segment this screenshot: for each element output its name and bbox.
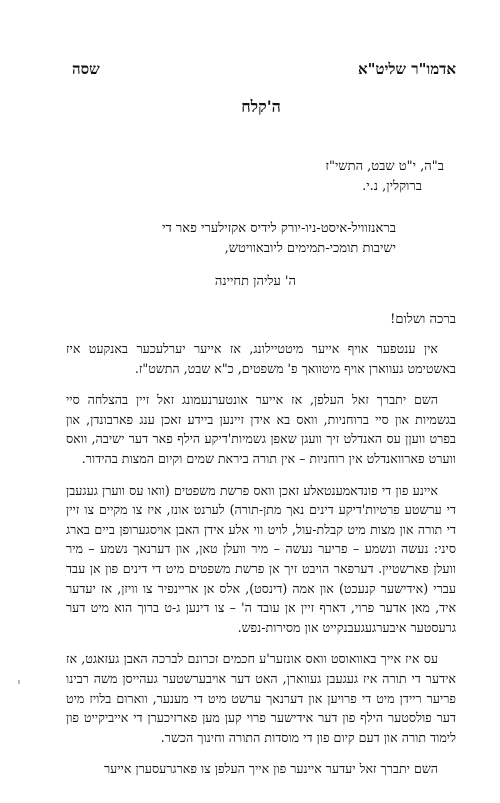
- addressee-line-2: ישיבות תומכי-תמימים ליובאוויטש,: [224, 241, 396, 256]
- addressee-block: [66, 219, 456, 259]
- margin-mark: [18, 680, 20, 684]
- page-number: שסה: [72, 60, 100, 78]
- salutation: ברכה ושלום!: [390, 312, 456, 327]
- paragraph-4: עס איז אייך באוואוסט וואס אונזער'ע חכמים זכרונם לברכה האבן געזאגט, אז אידער די תורה איז געגעבן געווארן, האט דער אויבערשטער געהייסן משה רבינו פריער ריידן מיט די פרויען און דערנאך ערשט מיט די מענער, ווארום בלויז מיט דער פולסטער הילף פון דער אידישער פרוי קען מען פארזיכערן די אייביקייט פון לימוד תורה און דעם קיום פון די מוסדות התורה וחינוך הכשר.: [66, 651, 456, 745]
- addressee-line-1: בראנזוויל-איסט-ניו-יורק לידיס אקזילערי פאר די: [162, 221, 396, 236]
- paragraph-1: אין ענטפער אויף אייער מיטטיילונג, אז אייער יערלעכער באנקעט איז באשטימט געווארן אויף מיטוואך פ' משפטים, כ"א שבט, התשט"ז.: [66, 341, 456, 376]
- page-header: [66, 60, 456, 79]
- rebbe-header: אדמו"ר שליט"א: [357, 60, 456, 78]
- letter-title: ה'קלח: [241, 97, 281, 116]
- paragraph-3: איינע פון די פונדאמענטאלע זאכן וואס פרשת משפטים (וואו עס ווערן געגעבן די ערשטע פרטיות'דיקע דינים נאך מתן-תורה) לערנט אונז, איז צו מקיים צו זיין די תורה און מצות מיט קבלת-עול, לויט ווי אלע אידן האבן אויסגערופן ביים בארג סיני: נעשה ונשמע – פריער נעשה – מיר וועלן טאן, און דערנאך נשמע – מיר וועלן פארשטיין. דערפאר הויבט זיך אן פרשת משפטים מיט די דינים פון אן עבד עברי (אידישער קנעכט) און אמה (דינסט), אלס אן אריינפיר צו וויזן, אז יעדער איד, מאן אדער פרוי, דארף זיין אן עובד ה' – צו דינען ג-ט ברוך הוא מיט דער גרעסטער איבערגעגעבנקייט און מסירות-נפש.: [66, 482, 456, 635]
- date-line: ב"ה, י"ט שבט, התשי"ז: [325, 159, 444, 174]
- greeting-line: ה' עליהן תחיינה: [214, 274, 296, 289]
- paragraph-2: השם יתברך זאל העלפן, אז אייער אונטערנעמונג זאל זיין בהצלחה סיי בגשמיות און סיי ברוחניות, וואס בא אידן זיינען ביידע זאכן ענג פארבונדן, און בפרט וועןן עס האנדלט זיך וועגן שאפן גשמיות'דיקע הילף פאר דער ישיבה, וואס ווערט פארוואנדלט אין רוחניות – אין תורה ביראת שמים וקיום המצות בהידור.: [66, 392, 456, 466]
- date-block: [66, 157, 456, 197]
- city-line: ברוקלין, נ.י.: [362, 179, 422, 194]
- paragraph-5: השם יתברך זאל יעדער איינער פון אייך העלפן צו פארגרעסערן אייער: [103, 761, 438, 777]
